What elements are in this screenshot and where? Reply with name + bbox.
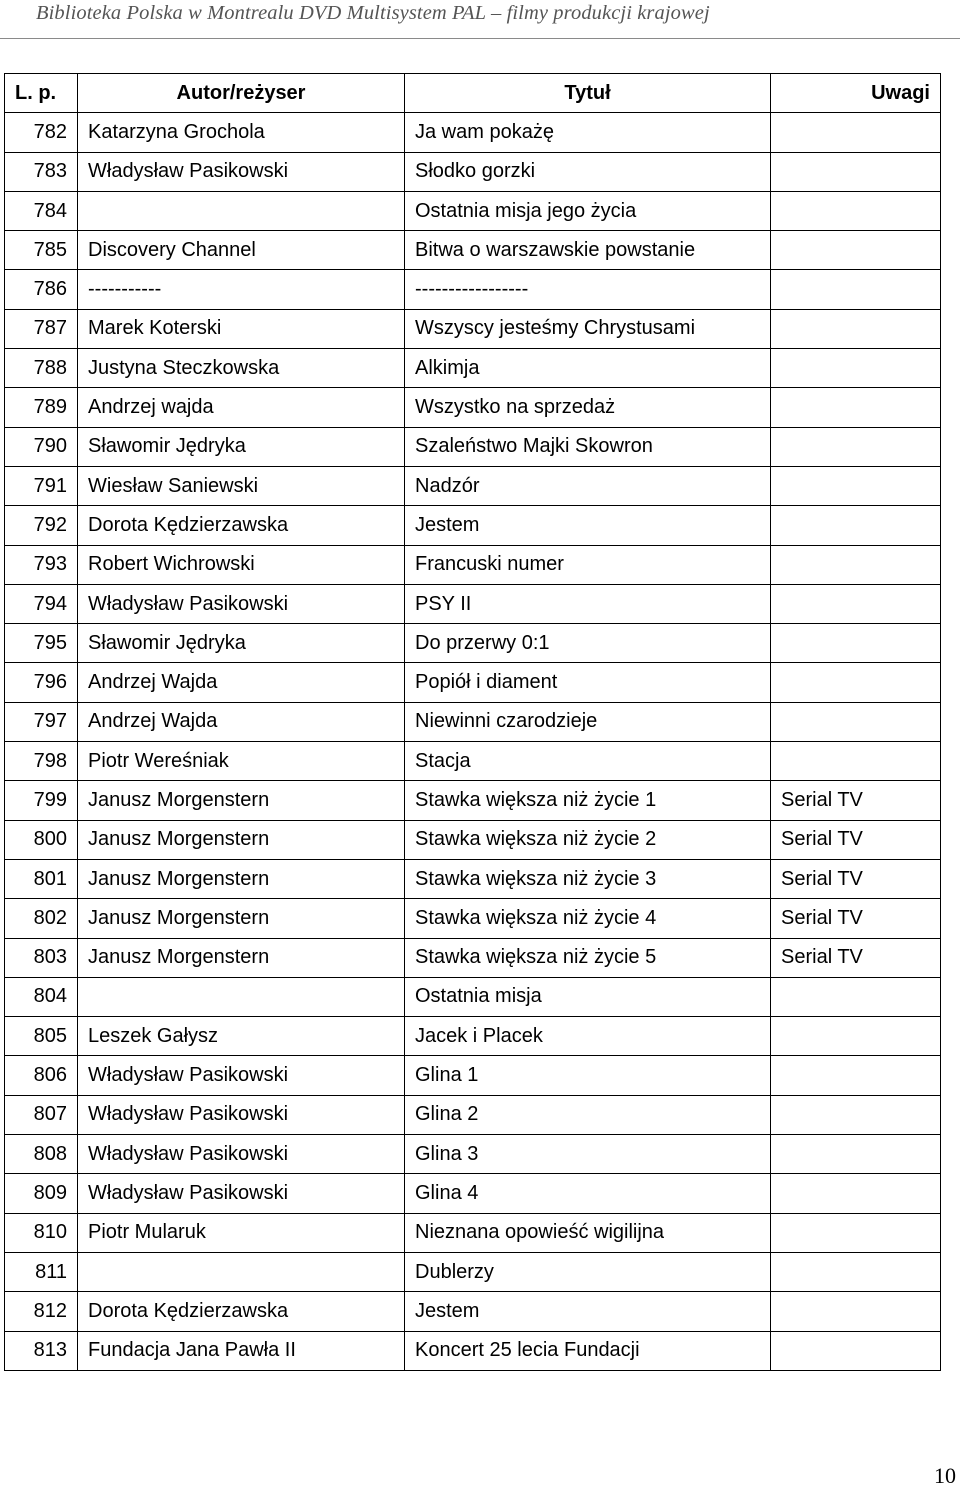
cell-title: Stawka większa niż życie 1 bbox=[405, 781, 771, 820]
cell-notes bbox=[771, 1056, 941, 1095]
table-body bbox=[5, 113, 941, 1371]
cell-lp: 797 bbox=[5, 702, 78, 741]
cell-title: Dublerzy bbox=[405, 1252, 771, 1291]
cell-title: Słodko gorzki bbox=[405, 152, 771, 191]
table-row bbox=[5, 977, 941, 1016]
cell-lp: 791 bbox=[5, 466, 78, 505]
cell-author: Władysław Pasikowski bbox=[78, 152, 405, 191]
cell-lp: 811 bbox=[5, 1252, 78, 1291]
cell-title: Glina 2 bbox=[405, 1095, 771, 1134]
cell-lp: 813 bbox=[5, 1331, 78, 1370]
table-row bbox=[5, 1213, 941, 1252]
cell-notes: Serial TV bbox=[771, 899, 941, 938]
table-row bbox=[5, 1135, 941, 1174]
cell-lp: 812 bbox=[5, 1292, 78, 1331]
table-row bbox=[5, 309, 941, 348]
cell-title: Glina 3 bbox=[405, 1135, 771, 1174]
cell-lp: 795 bbox=[5, 624, 78, 663]
cell-lp: 785 bbox=[5, 231, 78, 270]
cell-author: Fundacja Jana Pawła II bbox=[78, 1331, 405, 1370]
cell-lp: 800 bbox=[5, 820, 78, 859]
cell-author: Władysław Pasikowski bbox=[78, 1174, 405, 1213]
cell-author bbox=[78, 191, 405, 230]
cell-notes bbox=[771, 270, 941, 309]
cell-title: Glina 4 bbox=[405, 1174, 771, 1213]
cell-lp: 799 bbox=[5, 781, 78, 820]
cell-lp: 809 bbox=[5, 1174, 78, 1213]
cell-author: Marek Koterski bbox=[78, 309, 405, 348]
cell-author: Piotr Wereśniak bbox=[78, 742, 405, 781]
cell-notes bbox=[771, 388, 941, 427]
table-row bbox=[5, 506, 941, 545]
cell-author: Dorota Kędzierzawska bbox=[78, 506, 405, 545]
cell-author: Janusz Morgenstern bbox=[78, 899, 405, 938]
cell-title: Stawka większa niż życie 3 bbox=[405, 859, 771, 898]
cell-notes bbox=[771, 663, 941, 702]
cell-author: Katarzyna Grochola bbox=[78, 113, 405, 152]
cell-author: Andrzej wajda bbox=[78, 388, 405, 427]
cell-author: Andrzej Wajda bbox=[78, 663, 405, 702]
cell-lp: 803 bbox=[5, 938, 78, 977]
cell-lp: 804 bbox=[5, 977, 78, 1016]
cell-title: Francuski numer bbox=[405, 545, 771, 584]
cell-title: Jacek i Placek bbox=[405, 1017, 771, 1056]
cell-author bbox=[78, 977, 405, 1016]
cell-notes bbox=[771, 1095, 941, 1134]
table-row bbox=[5, 742, 941, 781]
table-row bbox=[5, 270, 941, 309]
header-divider bbox=[0, 38, 960, 39]
table-row bbox=[5, 1331, 941, 1370]
cell-author: Janusz Morgenstern bbox=[78, 938, 405, 977]
cell-lp: 792 bbox=[5, 506, 78, 545]
cell-notes bbox=[771, 466, 941, 505]
cell-title: ----------------- bbox=[405, 270, 771, 309]
table-row bbox=[5, 1095, 941, 1134]
table-row bbox=[5, 1056, 941, 1095]
cell-author: Janusz Morgenstern bbox=[78, 820, 405, 859]
cell-notes bbox=[771, 506, 941, 545]
cell-lp: 786 bbox=[5, 270, 78, 309]
cell-notes: Serial TV bbox=[771, 820, 941, 859]
table-row bbox=[5, 938, 941, 977]
table-row bbox=[5, 545, 941, 584]
cell-author: Władysław Pasikowski bbox=[78, 1095, 405, 1134]
cell-author: Władysław Pasikowski bbox=[78, 584, 405, 623]
cell-lp: 782 bbox=[5, 113, 78, 152]
cell-notes bbox=[771, 309, 941, 348]
table-row bbox=[5, 624, 941, 663]
cell-title: Ostatnia misja bbox=[405, 977, 771, 1016]
cell-notes bbox=[771, 1331, 941, 1370]
cell-lp: 794 bbox=[5, 584, 78, 623]
cell-title: Nadzór bbox=[405, 466, 771, 505]
cell-author: ----------- bbox=[78, 270, 405, 309]
cell-title: Szaleństwo Majki Skowron bbox=[405, 427, 771, 466]
cell-title: Do przerwy 0:1 bbox=[405, 624, 771, 663]
cell-lp: 796 bbox=[5, 663, 78, 702]
table-row bbox=[5, 781, 941, 820]
cell-notes bbox=[771, 742, 941, 781]
cell-notes bbox=[771, 427, 941, 466]
cell-notes: Serial TV bbox=[771, 859, 941, 898]
cell-lp: 787 bbox=[5, 309, 78, 348]
table-row bbox=[5, 899, 941, 938]
cell-author: Władysław Pasikowski bbox=[78, 1135, 405, 1174]
cell-author: Dorota Kędzierzawska bbox=[78, 1292, 405, 1331]
cell-lp: 808 bbox=[5, 1135, 78, 1174]
cell-title: PSY II bbox=[405, 584, 771, 623]
cell-notes bbox=[771, 1135, 941, 1174]
table-row bbox=[5, 466, 941, 505]
cell-lp: 806 bbox=[5, 1056, 78, 1095]
table-row bbox=[5, 152, 941, 191]
cell-title: Ja wam pokażę bbox=[405, 113, 771, 152]
cell-author: Sławomir Jędryka bbox=[78, 624, 405, 663]
cell-title: Jestem bbox=[405, 506, 771, 545]
document-header: Biblioteka Polska w Montrealu DVD Multisystem PAL – filmy produkcji krajowej bbox=[36, 2, 710, 24]
cell-author: Leszek Gałysz bbox=[78, 1017, 405, 1056]
table-row bbox=[5, 388, 941, 427]
table-row bbox=[5, 113, 941, 152]
cell-title: Nieznana opowieść wigilijna bbox=[405, 1213, 771, 1252]
cell-lp: 793 bbox=[5, 545, 78, 584]
cell-lp: 784 bbox=[5, 191, 78, 230]
cell-title: Jestem bbox=[405, 1292, 771, 1331]
cell-lp: 798 bbox=[5, 742, 78, 781]
cell-title: Wszystko na sprzedaż bbox=[405, 388, 771, 427]
cell-author bbox=[78, 1252, 405, 1291]
cell-notes bbox=[771, 702, 941, 741]
cell-author: Sławomir Jędryka bbox=[78, 427, 405, 466]
cell-title: Koncert 25 lecia Fundacji bbox=[405, 1331, 771, 1370]
cell-author: Robert Wichrowski bbox=[78, 545, 405, 584]
table-row bbox=[5, 1174, 941, 1213]
table-header-row bbox=[5, 74, 941, 113]
cell-title: Wszyscy jesteśmy Chrystusami bbox=[405, 309, 771, 348]
cell-notes bbox=[771, 1292, 941, 1331]
movies-table bbox=[4, 73, 941, 1371]
cell-notes bbox=[771, 545, 941, 584]
cell-title: Popiół i diament bbox=[405, 663, 771, 702]
cell-lp: 802 bbox=[5, 899, 78, 938]
cell-title: Glina 1 bbox=[405, 1056, 771, 1095]
column-header-author: Autor/reżyser bbox=[78, 74, 405, 113]
cell-title: Ostatnia misja jego życia bbox=[405, 191, 771, 230]
cell-notes bbox=[771, 977, 941, 1016]
cell-lp: 790 bbox=[5, 427, 78, 466]
cell-notes bbox=[771, 152, 941, 191]
cell-author: Justyna Steczkowska bbox=[78, 349, 405, 388]
cell-notes: Serial TV bbox=[771, 781, 941, 820]
cell-lp: 788 bbox=[5, 349, 78, 388]
table-row bbox=[5, 349, 941, 388]
table-row bbox=[5, 584, 941, 623]
cell-author: Andrzej Wajda bbox=[78, 702, 405, 741]
cell-lp: 789 bbox=[5, 388, 78, 427]
cell-lp: 783 bbox=[5, 152, 78, 191]
cell-title: Niewinni czarodzieje bbox=[405, 702, 771, 741]
cell-author: Piotr Mularuk bbox=[78, 1213, 405, 1252]
cell-title: Bitwa o warszawskie powstanie bbox=[405, 231, 771, 270]
cell-author: Janusz Morgenstern bbox=[78, 859, 405, 898]
cell-title: Stawka większa niż życie 5 bbox=[405, 938, 771, 977]
cell-notes bbox=[771, 1174, 941, 1213]
column-header-lp: L. p. bbox=[5, 74, 78, 113]
table-row bbox=[5, 702, 941, 741]
table-row bbox=[5, 427, 941, 466]
page-number: 10 bbox=[934, 1463, 956, 1488]
cell-notes bbox=[771, 231, 941, 270]
cell-title: Stawka większa niż życie 4 bbox=[405, 899, 771, 938]
table-row bbox=[5, 820, 941, 859]
table-row bbox=[5, 191, 941, 230]
cell-notes: Serial TV bbox=[771, 938, 941, 977]
cell-lp: 805 bbox=[5, 1017, 78, 1056]
cell-notes bbox=[771, 191, 941, 230]
cell-notes bbox=[771, 349, 941, 388]
table-row bbox=[5, 1017, 941, 1056]
cell-notes bbox=[771, 624, 941, 663]
table-row bbox=[5, 1252, 941, 1291]
cell-title: Stawka większa niż życie 2 bbox=[405, 820, 771, 859]
cell-lp: 801 bbox=[5, 859, 78, 898]
cell-author: Wiesław Saniewski bbox=[78, 466, 405, 505]
cell-notes bbox=[771, 584, 941, 623]
column-header-title: Tytuł bbox=[405, 74, 771, 113]
cell-notes bbox=[771, 113, 941, 152]
cell-author: Discovery Channel bbox=[78, 231, 405, 270]
cell-title: Alkimja bbox=[405, 349, 771, 388]
cell-author: Janusz Morgenstern bbox=[78, 781, 405, 820]
cell-notes bbox=[771, 1252, 941, 1291]
table-row bbox=[5, 231, 941, 270]
cell-title: Stacja bbox=[405, 742, 771, 781]
table-row bbox=[5, 1292, 941, 1331]
cell-notes bbox=[771, 1213, 941, 1252]
column-header-notes: Uwagi bbox=[771, 74, 941, 113]
cell-notes bbox=[771, 1017, 941, 1056]
table-row bbox=[5, 663, 941, 702]
cell-lp: 807 bbox=[5, 1095, 78, 1134]
table-row bbox=[5, 859, 941, 898]
cell-lp: 810 bbox=[5, 1213, 78, 1252]
cell-author: Władysław Pasikowski bbox=[78, 1056, 405, 1095]
